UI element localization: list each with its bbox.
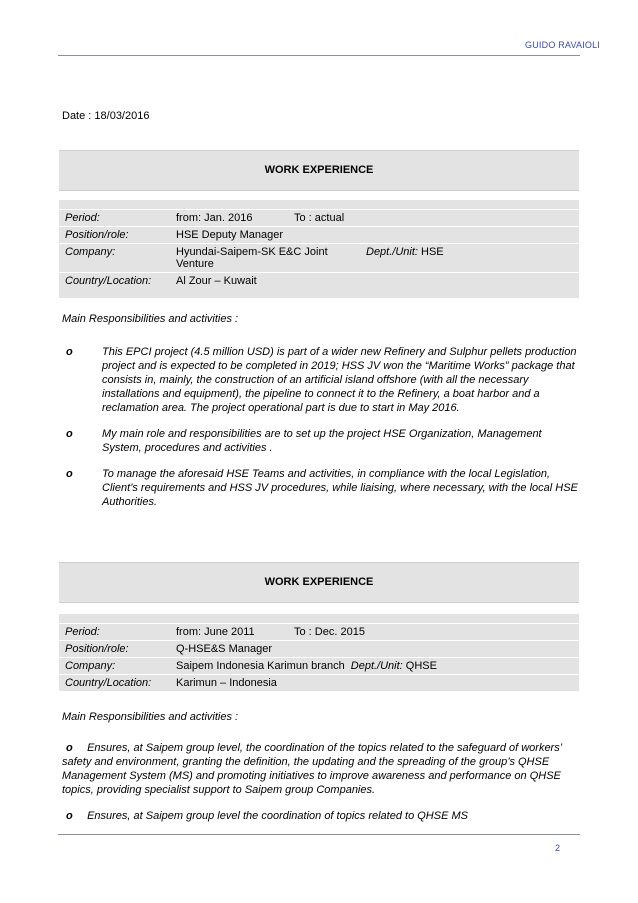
company-value: Hyundai-Saipem-SK E&C Joint Venture	[176, 246, 328, 270]
company-value: Saipem Indonesia Karimun branch	[176, 660, 345, 672]
location-label: Country/Location:	[65, 677, 152, 689]
list-item-text: Ensures, at Saipem group level the coordination of topics related to QHSE MS	[87, 810, 468, 822]
company-row	[59, 657, 579, 674]
table-padding	[59, 200, 579, 209]
role-value: HSE Deputy Manager	[176, 229, 283, 241]
list-item-text: To manage the aforesaid HSE Teams and activities, in compliance with the local Legislation, Client’s requirements and HSS JV procedures, while liaising, where necessary, with the local HSE Authorities.	[102, 468, 578, 508]
role-label: Position/role:	[65, 643, 129, 655]
table-padding	[59, 614, 579, 623]
list-item-text: Ensures, at Saipem group level, the coordination of the topics related to the safeguard of workers’ safety and environment, granting the definition, the updating and the spreading of the group’s QHSE Management System (MS) and promoting initiatives to improve awareness and performance on QHSE topics, providing specialist support to Saipem group Companies.	[62, 742, 562, 796]
role-row	[59, 226, 579, 243]
period-row	[59, 623, 579, 640]
list-item-text: My main role and responsibilities are to set up the project HSE Organization, Management System, procedures and activities .	[102, 428, 542, 454]
list-item	[62, 741, 572, 797]
company-label: Company:	[65, 660, 116, 672]
list-item	[62, 427, 582, 455]
role-value: Q-HSE&S Manager	[176, 643, 272, 655]
job-details-table	[59, 200, 579, 298]
period-from: from: June 2011	[176, 626, 255, 638]
location-value: Al Zour – Kuwait	[176, 275, 257, 287]
bullet-icon: o	[66, 810, 73, 822]
company-row	[59, 243, 579, 272]
date-line: Date : 18/03/2016	[62, 110, 150, 122]
dept-label: Dept./Unit:	[366, 246, 418, 258]
header-rule	[58, 55, 580, 56]
header-name: GUIDO RAVAIOLI	[525, 40, 600, 50]
responsibilities-list	[62, 741, 572, 835]
dept-label: Dept./Unit:	[350, 660, 403, 672]
list-item-text: This EPCI project (4.5 million USD) is part of a wider new Refinery and Sulphur pellets production project and is expected to be completed in 2019; HSS JV won the “Maritime Works” package that consists in, mainly, the construction of an artificial island offshore (with all the necessary installations and equipment), the pipeline to connect it to the Refinery, a boat harbor and a reclamation area. The project operational part is due to start in May 2016.	[102, 346, 577, 414]
period-to: To : Dec. 2015	[294, 626, 365, 638]
dept-value: HSE	[421, 246, 444, 258]
work-experience-banner: WORK EXPERIENCE	[59, 562, 579, 603]
table-padding	[59, 289, 579, 298]
bullet-icon: o	[66, 468, 73, 480]
responsibilities-list	[62, 345, 582, 521]
company-label: Company:	[65, 246, 116, 258]
job-details-table	[59, 614, 579, 691]
list-item	[62, 467, 582, 509]
period-to: To : actual	[294, 212, 345, 224]
role-row	[59, 640, 579, 657]
bullet-icon: o	[66, 742, 73, 754]
location-row	[59, 272, 579, 289]
role-label: Position/role:	[65, 229, 129, 241]
period-row	[59, 209, 579, 226]
period-label: Period:	[65, 626, 100, 638]
location-row	[59, 674, 579, 691]
page-number: 2	[554, 843, 560, 853]
responsibilities-heading: Main Responsibilities and activities :	[62, 711, 239, 723]
responsibilities-heading: Main Responsibilities and activities :	[62, 313, 239, 325]
period-from: from: Jan. 2016	[176, 212, 253, 224]
work-experience-banner: WORK EXPERIENCE	[59, 150, 579, 191]
period-label: Period:	[65, 212, 100, 224]
location-label: Country/Location:	[65, 275, 152, 287]
footer-rule	[58, 834, 580, 835]
bullet-icon: o	[66, 428, 73, 440]
location-value: Karimun – Indonesia	[176, 677, 277, 689]
list-item	[62, 809, 572, 823]
list-item	[62, 345, 582, 415]
dept-value: QHSE	[405, 660, 437, 672]
bullet-icon: o	[66, 346, 73, 358]
